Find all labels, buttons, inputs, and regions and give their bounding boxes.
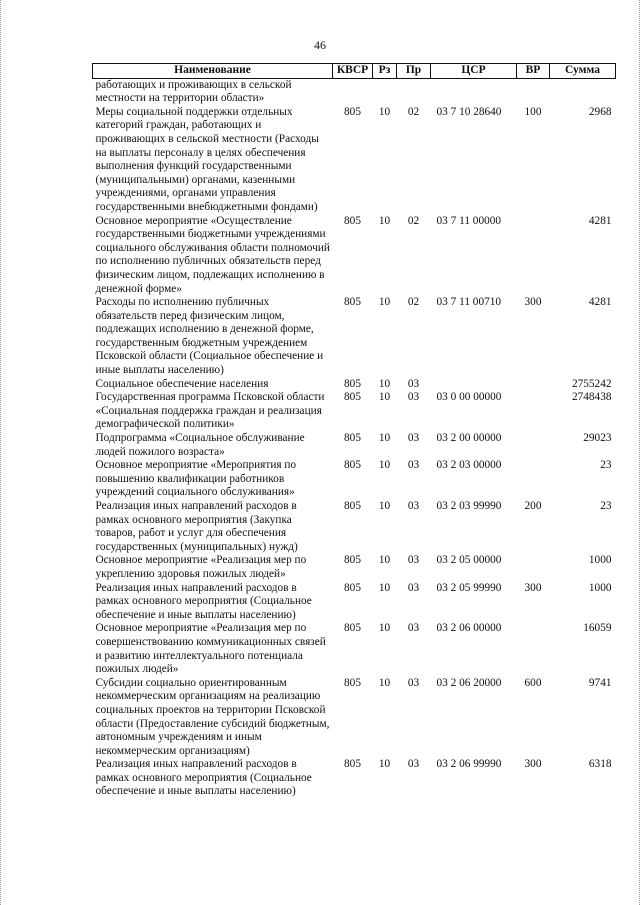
cell-rz: 10 (378, 500, 391, 512)
cell-csr (431, 378, 517, 392)
cell-csr: 03 2 05 00000 (436, 554, 502, 567)
cell-vr (517, 78, 550, 106)
cell-sum: 29023 (583, 432, 612, 445)
cell-vr (517, 554, 550, 581)
cell-rz: 10 (378, 758, 391, 771)
cell-rz: 10 (378, 581, 391, 594)
cell-name: Основное мероприятие «Реализация мер по совершенствованию коммуникационных связей и развитию интеллектуального потенциала пожилых людей» (95, 622, 326, 676)
cell-sum: 2968 (588, 105, 612, 118)
cell-rz: 10 (378, 391, 391, 404)
header-sum: Сумма (550, 64, 616, 79)
cell-name: Подпрограмма «Социальное обслуживание людей пожилого возраста» (95, 432, 305, 458)
cell-kvsr (333, 78, 373, 106)
cell-sum: 1000 (588, 554, 612, 567)
cell-pr: 02 (407, 296, 420, 309)
scan-edge-left (0, 0, 3, 905)
table-row (93, 677, 616, 759)
table-row (93, 622, 616, 676)
cell-pr: 03 (407, 500, 420, 512)
cell-kvsr: 805 (344, 676, 361, 689)
cell-vr: 300 (524, 296, 542, 309)
cell-kvsr: 805 (344, 459, 361, 472)
cell-vr (517, 432, 550, 459)
cell-pr: 03 (407, 581, 420, 594)
table-row (93, 459, 616, 500)
cell-sum: 9741 (588, 676, 612, 689)
header-rz: Рз (373, 64, 397, 79)
cell-csr: 03 2 06 20000 (436, 676, 502, 689)
cell-kvsr: 805 (344, 432, 361, 445)
cell-sum: 23 (600, 500, 612, 512)
cell-vr: 100 (524, 105, 542, 118)
cell-rz: 10 (378, 459, 391, 472)
cell-pr: 02 (407, 214, 420, 227)
cell-kvsr: 805 (344, 554, 361, 567)
cell-rz: 10 (378, 296, 391, 309)
header-kvsr: КВСР (333, 64, 373, 79)
cell-kvsr: 805 (344, 377, 361, 390)
table-header (93, 64, 616, 79)
cell-kvsr: 805 (344, 296, 361, 309)
table-row (93, 432, 616, 459)
cell-csr (431, 78, 517, 106)
table-row (93, 106, 616, 215)
cell-name: Реализация иных направлений расходов в рамках основного мероприятия (Социальное обеспечение и иные выплаты населению) (95, 581, 312, 621)
page-number: 46 (314, 38, 326, 52)
cell-pr: 03 (407, 391, 420, 404)
table-row (93, 296, 616, 378)
cell-pr: 03 (407, 554, 420, 567)
cell-kvsr: 805 (344, 214, 361, 227)
cell-pr: 03 (407, 377, 420, 390)
cell-sum: 23 (600, 459, 612, 472)
cell-csr: 03 0 00 00000 (436, 391, 502, 404)
budget-table (92, 63, 616, 799)
cell-name: работающих и проживающих в сельской местности на территории области» (95, 78, 292, 105)
table-row (93, 215, 616, 297)
cell-vr: 300 (524, 758, 542, 771)
cell-rz: 10 (378, 105, 391, 118)
table-row (93, 378, 616, 392)
cell-csr: 03 2 00 00000 (436, 432, 502, 445)
table-row (93, 391, 616, 432)
cell-vr (517, 215, 550, 297)
cell-name: Субсидии социально ориентированным некоммерческим организациям на реализацию социальных проектов на территории Псковской области (Предоставление субсидий бюджетным, автономным учреждениям и иным некоммерческим организациям) (95, 676, 330, 757)
cell-csr: 03 7 11 00000 (436, 214, 502, 227)
cell-rz: 10 (378, 432, 391, 445)
cell-pr: 03 (407, 758, 420, 771)
cell-kvsr: 805 (344, 622, 361, 635)
cell-sum (550, 78, 616, 106)
cell-name: Расходы по исполнению публичных обязательств перед физическим лицом, подлежащих исполнению в денежной форме, государственным бюджетным учреждением Псковской области (Социальное обеспечение и иные выплаты населению) (95, 296, 324, 377)
cell-sum: 2748438 (571, 391, 612, 404)
cell-vr (517, 622, 550, 676)
cell-rz: 10 (378, 214, 391, 227)
table-body (93, 78, 616, 799)
cell-name: Государственная программа Псковской области «Социальная поддержка граждан и реализация демографической политики» (95, 391, 325, 431)
cell-kvsr: 805 (344, 758, 361, 771)
cell-sum: 16059 (583, 622, 612, 635)
cell-kvsr: 805 (344, 581, 361, 594)
cell-csr: 03 2 03 99990 (436, 500, 502, 512)
cell-rz: 10 (378, 377, 391, 390)
cell-kvsr: 805 (344, 391, 361, 404)
cell-pr: 02 (407, 105, 420, 118)
cell-vr (517, 378, 550, 392)
cell-name: Социальное обеспечение населения (95, 377, 269, 390)
cell-csr: 03 2 06 99990 (436, 758, 502, 771)
cell-sum: 2755242 (571, 377, 612, 390)
cell-rz: 10 (378, 622, 391, 635)
table-row (93, 500, 616, 554)
header-name: Наименование (93, 64, 333, 79)
cell-pr: 03 (407, 432, 420, 445)
table-row (93, 582, 616, 623)
cell-csr: 03 2 05 99990 (436, 581, 502, 594)
cell-vr: 300 (524, 581, 542, 594)
cell-name: Реализация иных направлений расходов в рамках основного мероприятия (Закупка товаров, работ и услуг для обеспечения государственных (муниципальных) нужд) (95, 500, 298, 553)
cell-vr (517, 459, 550, 500)
cell-name: Основное мероприятие «Мероприятия по повышению квалификации работников учреждений социального обслуживания» (95, 459, 297, 499)
cell-csr: 03 7 10 28640 (436, 105, 502, 118)
cell-csr: 03 7 11 00710 (436, 296, 502, 309)
cell-vr (517, 391, 550, 432)
table-row (93, 554, 616, 581)
cell-sum: 4281 (588, 296, 612, 309)
cell-name: Основное мероприятие «Реализация мер по укреплению здоровья пожилых людей» (95, 554, 307, 580)
header-pr: Пр (397, 64, 431, 79)
cell-sum: 6318 (588, 758, 612, 771)
cell-csr: 03 2 03 00000 (436, 459, 502, 472)
cell-kvsr: 805 (344, 500, 361, 512)
cell-vr: 200 (524, 500, 542, 512)
cell-rz: 10 (378, 554, 391, 567)
cell-rz: 10 (378, 676, 391, 689)
cell-kvsr: 805 (344, 105, 361, 118)
table-row (93, 758, 616, 799)
cell-pr: 03 (407, 459, 420, 472)
cell-name: Меры социальной поддержки отдельных категорий граждан, работающих и проживающих в сельской местности (Расходы на выплаты персоналу в целях обеспечения выполнения функций государственными (муниципальными) органами, казенными учреждениями, органами управления государственными внебюджетными фондами) (95, 105, 319, 213)
cell-sum: 4281 (588, 214, 612, 227)
header-vr: ВР (517, 64, 550, 79)
cell-vr: 600 (524, 676, 542, 689)
table-row (93, 78, 616, 106)
cell-rz (373, 78, 397, 106)
cell-name: Основное мероприятие «Осуществление государственными бюджетными учреждениями социального обслуживания области полномочий по исполнению публичных обязательств перед физическим лицом, подлежащих исполнению в денежной форме» (95, 214, 330, 295)
cell-pr: 03 (407, 676, 420, 689)
header-csr: ЦСР (431, 64, 517, 79)
cell-sum: 1000 (588, 581, 612, 594)
cell-csr: 03 2 06 00000 (436, 622, 502, 635)
cell-name: Реализация иных направлений расходов в рамках основного мероприятия (Социальное обеспечение и иные выплаты населению) (95, 758, 312, 798)
cell-pr (397, 78, 431, 106)
cell-pr: 03 (407, 622, 420, 635)
